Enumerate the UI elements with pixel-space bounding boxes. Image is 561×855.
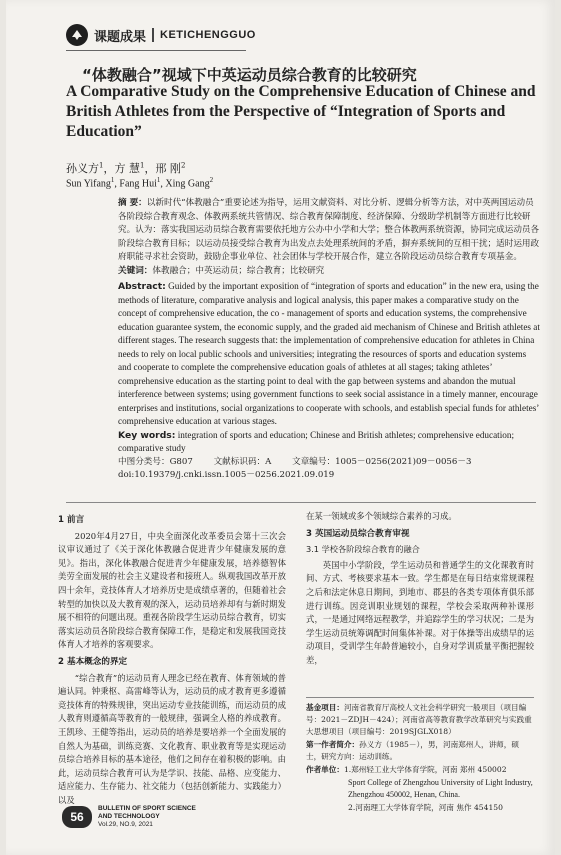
author-affiliation-mark: 1 <box>99 161 104 170</box>
article-title-cn: “体教融合”视域下中英运动员综合教育的比较研究 <box>82 66 417 84</box>
journal-volume: Vol.29, NO.9, 2021 <box>98 821 153 828</box>
author-affiliation-mark: 1 <box>156 176 161 184</box>
section-heading: 2 基本概念的界定 <box>58 656 128 667</box>
doi: doi:10.19379/j.cnki.issn.1005－0256.2021.09.019 <box>118 470 335 480</box>
author-label: 第一作者简介： <box>306 740 360 749</box>
affiliation-2: 2.河南理工大学体育学院，河南 焦作 454150 <box>348 803 503 812</box>
page-number: 56 <box>62 806 92 828</box>
affiliation-1-en: Sport College of Zhengzhou University of Light Industry, Zhengzhou 450002, Henan, China. <box>348 778 533 799</box>
section-heading: 3 英国运动员综合教育审视 <box>306 528 410 539</box>
keywords-cn-text: 体教融合；中英运动员；综合教育；比较研究 <box>152 265 325 276</box>
fund-label: 基金项目： <box>306 703 344 712</box>
document-code: 文献标识码：A <box>213 456 272 467</box>
journal-page <box>6 0 555 855</box>
body-paragraph: 英国中小学阶段，学生运动员和普通学生的文化课教育时间、方式、考核要求基本一致。学生都是在每日结束常规课程之后和法定休息日期间，到地市、郡县的各类专项体育俱乐部进行训练。因竞训职业规划的课程，学校会采取两种补课形式，一是通过网络远程教学，并追踪学生的学习状况；二是为学生运动员统筹调配时间集体补课。对于体操等出成绩早的运动项目，受训学生年龄普遍较小，自身对学训质量平衡把握较差， <box>306 559 534 665</box>
abstract-en <box>118 280 540 429</box>
section-header <box>66 24 256 46</box>
footnotes <box>306 697 534 815</box>
authors-cn: 孙义方$^1$，方 慧$^1$，邢 刚$^2$ <box>66 161 186 175</box>
article-title-en: A Comparative Study on the Comprehensive Education of Chinese and British Athletes from the Perspective of “Integration of Sports and Education” <box>66 83 536 140</box>
page-footer <box>62 805 196 829</box>
keywords-en-text: integration of sports and education; Chinese and British athletes; comprehensive education; comparative study <box>118 429 515 453</box>
keywords-en <box>118 429 540 456</box>
journal-line-1: BULLETIN OF SPORT SCIENCE <box>98 805 196 812</box>
keywords-cn <box>118 265 540 279</box>
journal-line-2: AND TECHNOLOGY <box>98 813 160 820</box>
body-paragraph: 在某一领域或多个领域综合素养的习成。 <box>306 511 457 521</box>
affiliation-label: 作者单位： <box>306 765 344 774</box>
authors-en: Sun Yifang$^1$, Fang Hui$^1$, Xing Gang$^2$ <box>66 176 214 190</box>
classification-line <box>118 456 540 470</box>
author-affiliation-mark: 2 <box>209 176 214 184</box>
abstract-cn <box>118 197 540 265</box>
abstract-en-label: Abstract: <box>118 281 166 292</box>
body-paragraph: “综合教育”的运动员育人理念已经在教育、体育领域的普遍认同。钟秉枢、高雷峰等认为，运动员的成才教育更多遵循竞技体育的特殊规律，突出运动专业技能训练，而运动员的成人教育则遵循高等教育的一般规律，强调全人格的养成教育。王凯珍、王健等指出，运动员的培养是要培养一个全面发展的自然人为基础，训练竞赛、文化教育、职业教育等是实现运动员综合培养目标的基本途径，他们之间存在着积极的影响。由此，运动员综合教育可认为是学识、技能、品格、应变能力、适应能力、生存能力、社交能力（包括创新能力、实践能力）以及 <box>58 672 286 805</box>
author-text: 孙义方（1985－），男，河南郑州人，讲师，硕士，研究方向：运动训练。 <box>306 740 519 761</box>
author-affiliation-mark: 1 <box>139 161 145 170</box>
abstract-cn-label: 摘 要： <box>118 198 147 208</box>
author-affiliation-mark: 1 <box>110 176 115 184</box>
author-name: 孙义方 <box>66 162 99 175</box>
author-name: 方 慧 <box>114 162 140 175</box>
journal-name <box>98 805 196 829</box>
section-name-cn: 课题成果 <box>94 29 147 45</box>
body-divider <box>66 502 536 503</box>
fund-text: 河南省教育厅高校人文社会科学研究一般项目（项目编号：2021－ZDJH－424）；河南省高等教育教学改革研究与实践重大思想项目（项目编号：2019SJGLX018） <box>306 703 532 736</box>
author-name: Xing Gang <box>165 178 210 190</box>
author-name: Fang Hui <box>119 178 157 190</box>
header-rule <box>66 50 246 51</box>
author-affiliation-mark: 2 <box>180 161 186 170</box>
abstract-cn-text: 以新时代“体教融合”重要论述为指导，运用文献资料、对比分析、逻辑分析等方法，对中英两国运动员各阶段综合教育观念、体教两系统共管情况、综合教育保障制度、经济保障、分级助学机制等方面进行比较研究。认为：落实我国运动员综合教育需要依托地方公办中小学和大学；整合体教两系统资源，协同完成运动员各阶段综合教育目标；以运动员接受综合教育为出发点去处理系统间的矛盾，摒弃系统间的互相干扰；适时运用政府职能寻求社会资助，鼓励企事业单位、社会团体与学校开展合作，建立各阶段运动员综合教育专项基金。 <box>118 198 540 262</box>
header-divider <box>152 28 154 42</box>
fund-note <box>306 702 534 738</box>
author-note <box>306 739 534 763</box>
keywords-cn-label: 关键词： <box>118 265 153 276</box>
article-number: 文章编号：1005－0256(2021)09－0056－3 <box>292 456 472 467</box>
journal-logo-icon <box>66 24 88 46</box>
section-name-en: KETICHENGGUO <box>160 29 256 41</box>
body-paragraph: 2020年4月27日，中央全面深化改革委员会第十三次会议审议通过了《关于深化体教融合促进青少年健康发展的意见》。指出，深化体教融合促进青少年健康发展，培养德智体美劳全面发展的社会主义建设者和接班人。纵观我国改革开放四十余年，竞技体育人才培养历史是成绩卓著的，但随着社会转型的加快以及大教育观的深入，运动员培养却有与新时期发展不相符的问题出现。重视各阶段学生运动员综合教育，切实落实运动员各阶段综合教育保障工作，是稳定和发展我国竞技体育人才培养的客观要求。 <box>58 530 286 650</box>
abstract-en-text: Guided by the important exposition of “integration of sports and education” in the new era, using the methods of literature, comparative analysis and logical analysis, this paper makes a comparative study on the concept of comprehensive education, the co - management of sports and education systems, the comprehensive education guarantee system, the economic supply, and the graded aid mechanism of Chinese and British athletes at different stages. The research suggests that: the implementation of comprehensive education for athletes in China needs to rely on local public schools and universities; integrating the resources of sports and education systems and cooperate to complete the comprehensive education goals of athletes at all stages; taking athletes’ comprehensive education as the starting point to deal with the gap between systems and abandon the mutual interference between systems; using government functions to seek social assistance in a timely manner, encourage enterprises and institutions, social organizations to cooperate with schools, and establish special funds for athletes’ comprehensive education at various stages. <box>118 281 540 426</box>
subsection-heading: 3.1 学校各阶段综合教育的融合 <box>306 544 420 555</box>
author-name: 邢 刚 <box>155 162 181 175</box>
abstract-block <box>118 197 540 483</box>
body-column-right <box>306 510 534 668</box>
clc-number: 中图分类号：G807 <box>118 456 193 467</box>
section-heading: 1 前言 <box>58 515 85 525</box>
affiliation-1: 1.郑州轻工业大学体育学院，河南 郑州 450002 <box>343 765 507 774</box>
author-name: Sun Yifang <box>66 178 111 190</box>
keywords-en-label: Key words: <box>118 429 176 441</box>
affiliation-note <box>306 764 534 776</box>
body-column-left <box>58 510 286 807</box>
